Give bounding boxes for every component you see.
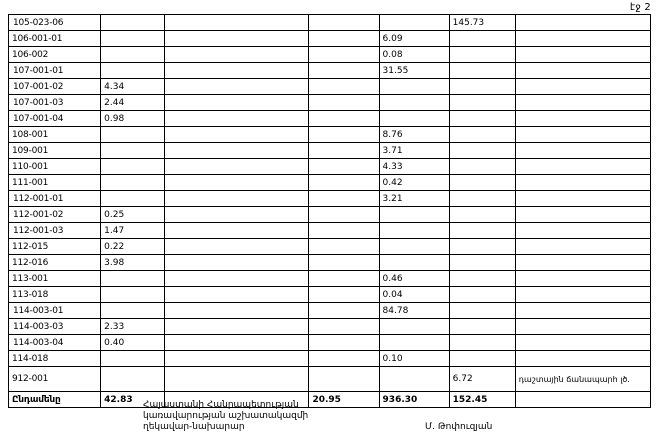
cell-col2 bbox=[101, 191, 165, 207]
cell-col2: 3.98 bbox=[101, 255, 165, 271]
table-row bbox=[9, 367, 651, 392]
cell-col4 bbox=[309, 47, 379, 63]
cell-code: 107-001-01 bbox=[9, 63, 101, 79]
cell-col2: 2.33 bbox=[101, 319, 165, 335]
cell-col3 bbox=[165, 159, 309, 175]
cell-col3 bbox=[165, 271, 309, 287]
cell-code: 114-003-04 bbox=[9, 335, 101, 351]
cell-col6 bbox=[449, 143, 515, 159]
cell-col5: 0.46 bbox=[379, 271, 449, 287]
cell-col4 bbox=[309, 223, 379, 239]
cell-col2 bbox=[101, 367, 165, 392]
table-body bbox=[9, 15, 651, 408]
cell-col5 bbox=[379, 95, 449, 111]
table-row bbox=[9, 287, 651, 303]
cell-col3 bbox=[165, 239, 309, 255]
table-row bbox=[9, 303, 651, 319]
cell-col2 bbox=[101, 175, 165, 191]
cell-col4 bbox=[309, 15, 379, 31]
cell-col3 bbox=[165, 111, 309, 127]
cell-col2 bbox=[101, 15, 165, 31]
table-row bbox=[9, 255, 651, 271]
cell-col2 bbox=[101, 159, 165, 175]
cell-col5: 0.04 bbox=[379, 287, 449, 303]
table-row bbox=[9, 31, 651, 47]
cell-col6 bbox=[449, 127, 515, 143]
cell-col3 bbox=[165, 351, 309, 367]
cell-col2: 1.47 bbox=[101, 223, 165, 239]
cell-col5 bbox=[379, 255, 449, 271]
table-row bbox=[9, 175, 651, 191]
cell-code: 106-002 bbox=[9, 47, 101, 63]
cell-col4 bbox=[309, 367, 379, 392]
cell-col4 bbox=[309, 79, 379, 95]
cell-col2: 4.34 bbox=[101, 79, 165, 95]
cell-note bbox=[515, 303, 650, 319]
page-number: էջ 2 bbox=[629, 2, 651, 13]
cell-col6 bbox=[449, 63, 515, 79]
cell-code: 114-003-01 bbox=[9, 303, 101, 319]
cell-note bbox=[515, 111, 650, 127]
cell-code: 112-015 bbox=[9, 239, 101, 255]
footer-organization-line2: կառավարության աշխատակազմի bbox=[143, 411, 309, 421]
cell-note bbox=[515, 63, 650, 79]
cell-note bbox=[515, 223, 650, 239]
cell-col6 bbox=[449, 95, 515, 111]
cell-col2: 42.83 bbox=[101, 392, 165, 408]
cell-col2 bbox=[101, 127, 165, 143]
cell-col4 bbox=[309, 319, 379, 335]
cell-col5: 936.30 bbox=[379, 392, 449, 408]
cell-note bbox=[515, 47, 650, 63]
cell-col6 bbox=[449, 79, 515, 95]
cell-col5: 31.55 bbox=[379, 63, 449, 79]
cell-code: 112-001-01 bbox=[9, 191, 101, 207]
cell-col3 bbox=[165, 175, 309, 191]
cell-col2 bbox=[101, 351, 165, 367]
table-row bbox=[9, 392, 651, 408]
cell-col4 bbox=[309, 143, 379, 159]
table-row bbox=[9, 15, 651, 31]
cell-col5: 3.21 bbox=[379, 191, 449, 207]
footer-signer: Մ. Թոփուզյան bbox=[425, 422, 493, 432]
cell-col6 bbox=[449, 207, 515, 223]
cell-col6 bbox=[449, 47, 515, 63]
cell-col6 bbox=[449, 191, 515, 207]
cell-col4 bbox=[309, 335, 379, 351]
cell-col6 bbox=[449, 159, 515, 175]
cell-note bbox=[515, 392, 650, 408]
cell-col4 bbox=[309, 351, 379, 367]
cell-col4 bbox=[309, 287, 379, 303]
table-row bbox=[9, 143, 651, 159]
cell-code: 113-001 bbox=[9, 271, 101, 287]
cell-note bbox=[515, 271, 650, 287]
footer-organization-line1: Հայաստանի Հանրապետության bbox=[143, 400, 299, 410]
cell-col5 bbox=[379, 335, 449, 351]
cell-col4 bbox=[309, 207, 379, 223]
cell-note bbox=[515, 15, 650, 31]
cell-col4 bbox=[309, 175, 379, 191]
table-row bbox=[9, 207, 651, 223]
cell-col2: 2.44 bbox=[101, 95, 165, 111]
cell-col3 bbox=[165, 303, 309, 319]
cell-col4 bbox=[309, 63, 379, 79]
cell-col6 bbox=[449, 111, 515, 127]
cell-note bbox=[515, 31, 650, 47]
cell-col5 bbox=[379, 239, 449, 255]
cell-col5: 0.10 bbox=[379, 351, 449, 367]
table-row bbox=[9, 47, 651, 63]
cell-code: 111-001 bbox=[9, 175, 101, 191]
cell-col6: 6.72 bbox=[449, 367, 515, 392]
cell-col6 bbox=[449, 335, 515, 351]
cell-col2 bbox=[101, 63, 165, 79]
table-row bbox=[9, 351, 651, 367]
cell-col6 bbox=[449, 303, 515, 319]
cell-col2: 0.25 bbox=[101, 207, 165, 223]
cell-note bbox=[515, 191, 650, 207]
cell-col5: 8.76 bbox=[379, 127, 449, 143]
cell-col5 bbox=[379, 319, 449, 335]
cell-col4 bbox=[309, 271, 379, 287]
cell-col4 bbox=[309, 255, 379, 271]
cell-col2 bbox=[101, 31, 165, 47]
cell-col3 bbox=[165, 207, 309, 223]
cell-col3 bbox=[165, 255, 309, 271]
cell-col5 bbox=[379, 111, 449, 127]
cell-col4 bbox=[309, 191, 379, 207]
cell-col3 bbox=[165, 127, 309, 143]
cell-col3 bbox=[165, 31, 309, 47]
cell-col6 bbox=[449, 351, 515, 367]
cell-col3 bbox=[165, 319, 309, 335]
table-row bbox=[9, 271, 651, 287]
cell-col6 bbox=[449, 255, 515, 271]
cell-col2 bbox=[101, 47, 165, 63]
cell-note bbox=[515, 95, 650, 111]
cell-col4 bbox=[309, 31, 379, 47]
cell-col6 bbox=[449, 271, 515, 287]
cell-code: 112-001-02 bbox=[9, 207, 101, 223]
cell-col5: 4.33 bbox=[379, 159, 449, 175]
cell-code: 114-018 bbox=[9, 351, 101, 367]
cell-col4 bbox=[309, 95, 379, 111]
cell-col2: 0.22 bbox=[101, 239, 165, 255]
cell-col4 bbox=[309, 159, 379, 175]
cell-col5: 6.09 bbox=[379, 31, 449, 47]
cell-note bbox=[515, 175, 650, 191]
cell-col3 bbox=[165, 79, 309, 95]
cell-col4 bbox=[309, 127, 379, 143]
cell-col5 bbox=[379, 15, 449, 31]
table-row bbox=[9, 159, 651, 175]
cell-code: 112-001-03 bbox=[9, 223, 101, 239]
table-row bbox=[9, 127, 651, 143]
table-row bbox=[9, 95, 651, 111]
cell-code: 108-001 bbox=[9, 127, 101, 143]
table-row bbox=[9, 319, 651, 335]
cell-code: Ընդամենը bbox=[9, 392, 101, 408]
cell-col5 bbox=[379, 79, 449, 95]
cell-note bbox=[515, 207, 650, 223]
cell-note bbox=[515, 335, 650, 351]
cell-col5 bbox=[379, 367, 449, 392]
cell-code: 912-001 bbox=[9, 367, 101, 392]
cell-col6 bbox=[449, 239, 515, 255]
cell-note: դաշտային ճանապարհ լծ. bbox=[515, 367, 650, 392]
cell-code: 109-001 bbox=[9, 143, 101, 159]
cell-code: 113-018 bbox=[9, 287, 101, 303]
cell-note bbox=[515, 239, 650, 255]
cell-col3 bbox=[165, 287, 309, 303]
cell-col3 bbox=[165, 63, 309, 79]
cell-code: 107-001-03 bbox=[9, 95, 101, 111]
table-row bbox=[9, 111, 651, 127]
cell-col3 bbox=[165, 367, 309, 392]
cell-col3 bbox=[165, 15, 309, 31]
cell-col6 bbox=[449, 31, 515, 47]
cell-col4 bbox=[309, 303, 379, 319]
cell-code: 105-023-06 bbox=[9, 15, 101, 31]
cell-col5 bbox=[379, 223, 449, 239]
cell-col5 bbox=[379, 207, 449, 223]
cell-col2: 0.98 bbox=[101, 111, 165, 127]
cell-note bbox=[515, 127, 650, 143]
cell-note bbox=[515, 255, 650, 271]
cell-col6 bbox=[449, 175, 515, 191]
table-row bbox=[9, 335, 651, 351]
cell-code: 107-001-02 bbox=[9, 79, 101, 95]
cell-col4 bbox=[309, 239, 379, 255]
table-row bbox=[9, 191, 651, 207]
cell-code: 112-016 bbox=[9, 255, 101, 271]
cell-col3 bbox=[165, 335, 309, 351]
table-row bbox=[9, 223, 651, 239]
cell-note bbox=[515, 159, 650, 175]
cell-col5: 0.08 bbox=[379, 47, 449, 63]
cell-col6 bbox=[449, 287, 515, 303]
cell-col5: 0.42 bbox=[379, 175, 449, 191]
cell-note bbox=[515, 79, 650, 95]
footer-organization-line3: ղեկավար-նախարար bbox=[143, 422, 245, 432]
cell-code: 107-001-04 bbox=[9, 111, 101, 127]
table-row bbox=[9, 63, 651, 79]
cell-col2 bbox=[101, 271, 165, 287]
cell-col3 bbox=[165, 95, 309, 111]
cell-note bbox=[515, 143, 650, 159]
cell-col4: 20.95 bbox=[309, 392, 379, 408]
cell-col2 bbox=[101, 303, 165, 319]
table-row bbox=[9, 79, 651, 95]
cell-col5: 3.71 bbox=[379, 143, 449, 159]
cell-col6: 152.45 bbox=[449, 392, 515, 408]
cell-col3 bbox=[165, 191, 309, 207]
footer-organization bbox=[143, 400, 308, 433]
cell-col3 bbox=[165, 143, 309, 159]
cell-col2 bbox=[101, 143, 165, 159]
cell-col2 bbox=[101, 287, 165, 303]
cell-col3 bbox=[165, 47, 309, 63]
cell-code: 114-003-03 bbox=[9, 319, 101, 335]
cell-note bbox=[515, 351, 650, 367]
cell-col4 bbox=[309, 111, 379, 127]
cell-code: 106-001-01 bbox=[9, 31, 101, 47]
cell-col2: 0.40 bbox=[101, 335, 165, 351]
cell-col3 bbox=[165, 223, 309, 239]
land-codes-table bbox=[8, 14, 651, 408]
table-row bbox=[9, 239, 651, 255]
cell-col6: 145.73 bbox=[449, 15, 515, 31]
cell-col5: 84.78 bbox=[379, 303, 449, 319]
cell-code: 110-001 bbox=[9, 159, 101, 175]
cell-col6 bbox=[449, 223, 515, 239]
cell-note bbox=[515, 287, 650, 303]
cell-col6 bbox=[449, 319, 515, 335]
cell-note bbox=[515, 319, 650, 335]
